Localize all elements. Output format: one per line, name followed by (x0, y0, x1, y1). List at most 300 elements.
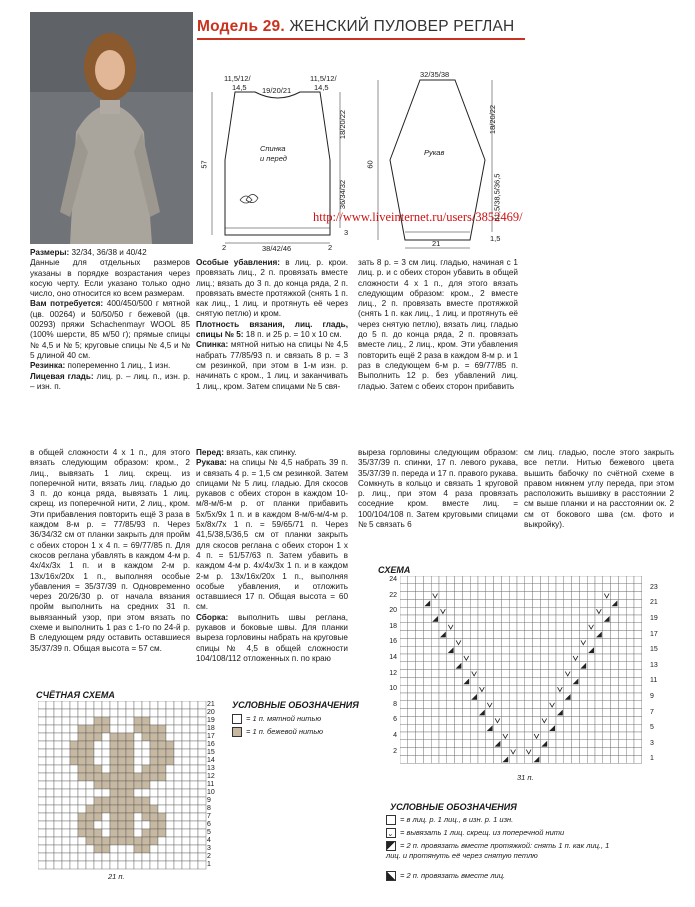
scheme-cell (595, 748, 603, 756)
count-cell (54, 701, 62, 709)
count-cell (142, 733, 150, 741)
scheme-cell (540, 576, 548, 584)
scheme-cell (501, 740, 509, 748)
scheme-cell (455, 592, 463, 600)
scheme-cell (447, 724, 455, 732)
count-cell (62, 829, 70, 837)
scheme-cell (579, 677, 587, 685)
count-cell (166, 829, 174, 837)
count-cell (38, 861, 46, 869)
scheme-cell (478, 677, 486, 685)
scheme-cell (556, 716, 564, 724)
count-cell (110, 709, 118, 717)
count-cell (102, 805, 110, 813)
scheme-cell (431, 654, 439, 662)
count-cell (134, 789, 142, 797)
scheme-cell (447, 662, 455, 670)
scheme-cell (595, 693, 603, 701)
count-cell (94, 725, 102, 733)
count-cell (54, 853, 62, 861)
count-cell (94, 789, 102, 797)
count-cell (126, 757, 134, 765)
scheme-cell (579, 693, 587, 701)
count-cell (142, 797, 150, 805)
scheme-cell (509, 740, 517, 748)
count-row-number: 15 (207, 749, 215, 756)
count-cell (142, 845, 150, 853)
count-cell (110, 749, 118, 757)
scheme-cell (517, 716, 525, 724)
count-cell (118, 717, 126, 725)
count-cell (54, 725, 62, 733)
scheme-cell (634, 623, 642, 631)
scheme-cell (416, 701, 424, 709)
scheme-cell (486, 599, 494, 607)
scheme-cell (400, 599, 408, 607)
scheme-cell (423, 677, 431, 685)
scheme-cell (595, 685, 603, 693)
scheme-cell (525, 693, 533, 701)
count-cell (142, 805, 150, 813)
scheme-cell (572, 631, 580, 639)
count-cell (134, 861, 142, 869)
count-cell (150, 749, 158, 757)
back-continued: зать 8 р. = 3 см лиц. гладью, начиная с 1 лиц. р. и с обеих сторон убавить в общей сложности 4 х 1 п., для этого вязать следующим образом: кром., 2 вместе лиц., 2 п. провязать вместе протяжкой (снять 1 п. как лиц., 1 лиц. и протянуть её через снятую петлю), вязать лиц. гладью до 5 п. до конца ряда, 2 п. провязать вместе лиц., 2 лиц., кром. Эти убавления повторить ещё 2 раза в каждом 8-м р. и 1 раз в следующем 6-м р. = 69/77/85 п. Выполнить 12 р. без убавлений лиц. гладью. Затем с обеих сторон прибавить (358, 258, 518, 391)
scheme-cell (540, 599, 548, 607)
scheme-cell (501, 615, 509, 623)
scheme-cell (408, 599, 416, 607)
scheme-cell (462, 709, 470, 717)
scheme-cell (579, 709, 587, 717)
scheme-cell (611, 646, 619, 654)
scheme-cell (587, 592, 595, 600)
count-cell (142, 757, 150, 765)
count-cell (46, 709, 54, 717)
count-cell (174, 733, 182, 741)
scheme-cell (486, 716, 494, 724)
scheme-cell (611, 748, 619, 756)
scheme-cell (494, 584, 502, 592)
count-cell (94, 717, 102, 725)
scheme-cell (408, 576, 416, 584)
scheme-cell (400, 631, 408, 639)
count-cell (102, 765, 110, 773)
count-cell (118, 837, 126, 845)
count-cell (166, 701, 174, 709)
scheme-cell (494, 646, 502, 654)
scheme-cell (564, 709, 572, 717)
scheme-cell (556, 623, 564, 631)
count-cell (46, 757, 54, 765)
rib-stitch-label: Резинка: (30, 361, 66, 371)
scheme-cell (564, 701, 572, 709)
count-cell (182, 829, 190, 837)
count-cell (142, 821, 150, 829)
scheme-cell (572, 701, 580, 709)
scheme-cell (611, 740, 619, 748)
count-cell (54, 781, 62, 789)
count-cell (118, 789, 126, 797)
count-cell (110, 861, 118, 869)
count-cell (190, 829, 198, 837)
count-cell (110, 701, 118, 709)
scheme-cell (431, 740, 439, 748)
count-cell (182, 717, 190, 725)
count-cell (150, 757, 158, 765)
scheme-cell (400, 677, 408, 685)
scheme-cell (579, 755, 587, 763)
count-cell (86, 781, 94, 789)
count-cell (158, 773, 166, 781)
scheme-cell (470, 599, 478, 607)
scheme-cell (509, 755, 517, 763)
scheme-cell (447, 576, 455, 584)
scheme-cell (486, 670, 494, 678)
scheme-cell (408, 740, 416, 748)
count-cell (158, 853, 166, 861)
scheme-cell (455, 709, 463, 717)
scheme-cell (587, 685, 595, 693)
scheme-cell (447, 584, 455, 592)
count-chart (38, 701, 228, 886)
scheme-cell (533, 623, 541, 631)
count-cell (86, 773, 94, 781)
scheme-cell (540, 670, 548, 678)
scheme-cell (470, 755, 478, 763)
count-cell (118, 797, 126, 805)
scheme-cell (517, 693, 525, 701)
count-cell (150, 717, 158, 725)
scheme-cell (408, 732, 416, 740)
count-cell (142, 781, 150, 789)
scheme-cell (501, 646, 509, 654)
scheme-right-row-number: 13 (650, 661, 658, 669)
count-cell (62, 789, 70, 797)
beige-text: = 1 п. бежевой нитью (246, 727, 323, 736)
scheme-cell (525, 662, 533, 670)
scheme-cell (533, 631, 541, 639)
scheme-cell (587, 677, 595, 685)
scheme-cell (470, 701, 478, 709)
scheme-cell (416, 732, 424, 740)
count-cell (126, 701, 134, 709)
scheme-cell (595, 677, 603, 685)
scheme-cell (494, 677, 502, 685)
gauge-label: Плотность вязания, лиц. гладь, спицы № 5: (196, 319, 348, 340)
scheme-cell (423, 709, 431, 717)
count-cell (158, 813, 166, 821)
count-cell (158, 709, 166, 717)
scheme-cell (579, 732, 587, 740)
count-legend-mint (232, 714, 321, 724)
count-legend-title: УСЛОВНЫЕ ОБОЗНАЧЕНИЯ (232, 700, 359, 710)
count-cell (134, 757, 142, 765)
count-cell (102, 701, 110, 709)
count-cell (94, 821, 102, 829)
scheme-cell (618, 631, 626, 639)
scheme-cell (470, 724, 478, 732)
count-cell (134, 773, 142, 781)
decreases-text: в лиц. р. крои. провязать лиц., 2 п. провязать вместе лиц.; вязать до 3 п. до конца ряда, 2 п. провязать вместе протяжкой (снять 1 п. как лиц., 1 лиц. и протянуть её через снятую петлю) и кром. (196, 258, 348, 319)
count-cell (118, 821, 126, 829)
k2tog-icon (386, 871, 396, 881)
scheme-cell (626, 748, 634, 756)
scheme-cell (431, 631, 439, 639)
count-cell (110, 781, 118, 789)
count-cell (134, 845, 142, 853)
count-cell (150, 709, 158, 717)
count-cell (62, 773, 70, 781)
scheme-cell (525, 755, 533, 763)
scheme-cell (603, 693, 611, 701)
scheme-cell (509, 592, 517, 600)
scheme-cell (572, 615, 580, 623)
scheme-cell (618, 732, 626, 740)
scheme-cell (517, 623, 525, 631)
count-cell (190, 861, 198, 869)
scheme-legend-title: УСЛОВНЫЕ ОБОЗНАЧЕНИЯ (390, 802, 517, 812)
count-cell (110, 741, 118, 749)
scheme-cell (509, 646, 517, 654)
count-cell (182, 781, 190, 789)
count-cell (158, 845, 166, 853)
scheme-cell (439, 755, 447, 763)
scheme-cell (478, 607, 486, 615)
scheme-cell (540, 662, 548, 670)
scheme-cell (423, 638, 431, 646)
count-cell (102, 829, 110, 837)
scheme-cell (447, 631, 455, 639)
scheme-cell (618, 576, 626, 584)
count-cell (62, 845, 70, 853)
scheme-cell (423, 631, 431, 639)
count-cell (190, 709, 198, 717)
count-cell (70, 757, 78, 765)
scheme-cell (626, 685, 634, 693)
scheme-right-row-numbers (648, 576, 664, 766)
scheme-cell (634, 740, 642, 748)
back-label: Спинка (260, 144, 286, 153)
count-cell (94, 757, 102, 765)
count-cell (166, 741, 174, 749)
scheme-cell (525, 724, 533, 732)
scheme-cell (556, 677, 564, 685)
count-cell (86, 821, 94, 829)
scheme-cell (525, 623, 533, 631)
scheme-cell (533, 592, 541, 600)
scheme-right-row-number: 15 (650, 646, 658, 654)
count-cell (110, 725, 118, 733)
scheme-cell (572, 709, 580, 717)
count-cell (166, 781, 174, 789)
scheme-cell (572, 748, 580, 756)
count-cell (102, 725, 110, 733)
count-cell (38, 805, 46, 813)
scheme-cell (470, 654, 478, 662)
scheme-cell (587, 716, 595, 724)
scheme-cell (595, 740, 603, 748)
scheme-cell (501, 748, 509, 756)
scheme-cell (470, 740, 478, 748)
count-cell (134, 717, 142, 725)
count-cell (86, 725, 94, 733)
scheme-cell (501, 631, 509, 639)
front-label: и перед (260, 154, 287, 163)
finishing-section: см лиц. гладью, после этого закрыть все петли. Нитью бежевого цвета вышить бабочку по счётной схеме в правом нижнем углу переда, при этом расположить вышивку в расстоянии 2 см выше планки и на расстоянии ок. 2 см от бокового шва (см. фото и выкройку). (524, 448, 674, 530)
scheme-cell (408, 677, 416, 685)
scheme-cell (603, 755, 611, 763)
scheme-cell (486, 654, 494, 662)
scheme-cell (556, 748, 564, 756)
scheme-cell (603, 724, 611, 732)
count-cell (46, 749, 54, 757)
scheme-cell (455, 716, 463, 724)
count-cell (190, 741, 198, 749)
count-cell (86, 853, 94, 861)
count-cell (102, 717, 110, 725)
count-cell (38, 797, 46, 805)
count-cell (94, 813, 102, 821)
count-row-number: 3 (207, 845, 211, 852)
count-cell (126, 797, 134, 805)
count-cell (46, 837, 54, 845)
scheme-cell (540, 685, 548, 693)
scheme-cell (501, 638, 509, 646)
scheme-cell (611, 685, 619, 693)
count-cell (142, 789, 150, 797)
scheme-cell (556, 599, 564, 607)
count-cell (118, 757, 126, 765)
scheme-cell (400, 755, 408, 763)
scheme-cell (455, 670, 463, 678)
scheme-cell (579, 646, 587, 654)
count-cell (190, 757, 198, 765)
count-cell (142, 861, 150, 869)
scheme-cell (486, 662, 494, 670)
scheme-cell (455, 623, 463, 631)
scheme-cell (618, 677, 626, 685)
count-cell (78, 717, 86, 725)
count-cell (166, 805, 174, 813)
count-cell (126, 837, 134, 845)
scheme-cell (439, 732, 447, 740)
scheme-cell (408, 615, 416, 623)
scheme-cell (579, 740, 587, 748)
scheme-cell (416, 584, 424, 592)
scheme-cell (548, 615, 556, 623)
scheme-cell (501, 599, 509, 607)
scheme-cell (517, 576, 525, 584)
scheme-cell (634, 631, 642, 639)
scheme-cell (455, 685, 463, 693)
count-cell (46, 853, 54, 861)
scheme-cell (486, 693, 494, 701)
scheme-cell (626, 599, 634, 607)
scheme-cell (533, 638, 541, 646)
count-cell (54, 789, 62, 797)
scheme-cell (572, 638, 580, 646)
scheme-cell (517, 724, 525, 732)
back-continued-2: в общей сложности 4 х 1 п., для этого вязать следующим образом: кром., 2 лиц., вывязать 1 лиц. скрещ. из поперечной нити, вязать лиц. гладью до 3 п. до конца ряда, вывязать 1 лиц. скрещ. из поперечной нити, 2 лиц., кром. Эти прибавления повторить ещё 3 раза в каждом 8-м р. = 77/85/93 п. Через 36/34/32 см от планки закрыть для пройм с обеих сторон 1 х 4 п. = 69/77/85 п. Для скосов реглана убавлять в каждом 4-м р. 4х/4х/3х 1 п. и в каждом 2-м р. 13х/16х/20х 1 п., выполняя особые убавления = 35/37/39 п. Одновременно через 20/26/30 р. от начала вязания пройм выполнить на средних 31 п. вывязанный узор, при этом вязать по схеме и выполнить 1 раз с 1-го по 24-й р. В следующем ряду оставить оставшиеся 35/37/39 п. Общая высота = 57 см. (30, 448, 190, 653)
scheme-cell (494, 670, 502, 678)
scheme-cell (595, 654, 603, 662)
scheme-right-row-number: 7 (650, 708, 654, 716)
count-cell (158, 837, 166, 845)
count-cell (70, 709, 78, 717)
scheme-cell (533, 709, 541, 717)
scheme-cell (455, 724, 463, 732)
count-cell (110, 757, 118, 765)
scheme-cell (525, 607, 533, 615)
scheme-cell (533, 693, 541, 701)
back-instructions-text: мятной нитью на спицы № 4,5 набрать 77/85/93 п. и связать 8 р. = 3 см резинкой, при этом в 1-м изн. р. начинать с кром., 1 лиц. и заканчивать 1 лиц., кром. Затем спицами № 5 свя- (196, 340, 348, 391)
scheme-cell (525, 732, 533, 740)
scheme-cell (470, 685, 478, 693)
scheme-cell (525, 670, 533, 678)
count-row-number: 17 (207, 733, 215, 740)
count-cell (70, 829, 78, 837)
count-cell (150, 837, 158, 845)
scheme-cell (439, 646, 447, 654)
scheme-cell (455, 755, 463, 763)
count-row-number: 19 (207, 717, 215, 724)
scheme-cell (533, 584, 541, 592)
count-cell (46, 701, 54, 709)
scheme-right-row-number: 19 (650, 615, 658, 622)
assembly-label: Сборка: (196, 612, 229, 622)
count-cell (150, 845, 158, 853)
scheme-cell (462, 599, 470, 607)
scheme-cell (462, 576, 470, 584)
scheme-cell (416, 576, 424, 584)
scheme-cell (494, 724, 502, 732)
count-cell (190, 845, 198, 853)
scheme-cell (478, 576, 486, 584)
count-row-number: 5 (207, 829, 211, 836)
scheme-cell (517, 654, 525, 662)
count-cell (182, 821, 190, 829)
scheme-cell (611, 654, 619, 662)
count-cell (158, 765, 166, 773)
scheme-cell (494, 576, 502, 584)
count-row-number: 11 (207, 781, 215, 788)
scheme-cell (447, 592, 455, 600)
count-cell (62, 821, 70, 829)
count-cell (78, 845, 86, 853)
scheme-cell (525, 654, 533, 662)
scheme-cell (634, 709, 642, 717)
scheme-cell (525, 584, 533, 592)
scheme-cell (618, 670, 626, 678)
scheme-cell (626, 615, 634, 623)
scheme-cell (416, 709, 424, 717)
scheme-cell (540, 724, 548, 732)
scheme-cell (533, 701, 541, 709)
count-cell (102, 821, 110, 829)
count-cell (118, 853, 126, 861)
sizes-section (30, 248, 190, 392)
scheme-cell (572, 732, 580, 740)
scheme-cell (618, 685, 626, 693)
scheme-cell (494, 654, 502, 662)
count-cell (70, 749, 78, 757)
count-cell (134, 853, 142, 861)
count-cell (46, 765, 54, 773)
scheme-cell (626, 623, 634, 631)
sleeve-label: Рукав (424, 148, 445, 157)
scheme-cell (548, 623, 556, 631)
count-cell (78, 733, 86, 741)
